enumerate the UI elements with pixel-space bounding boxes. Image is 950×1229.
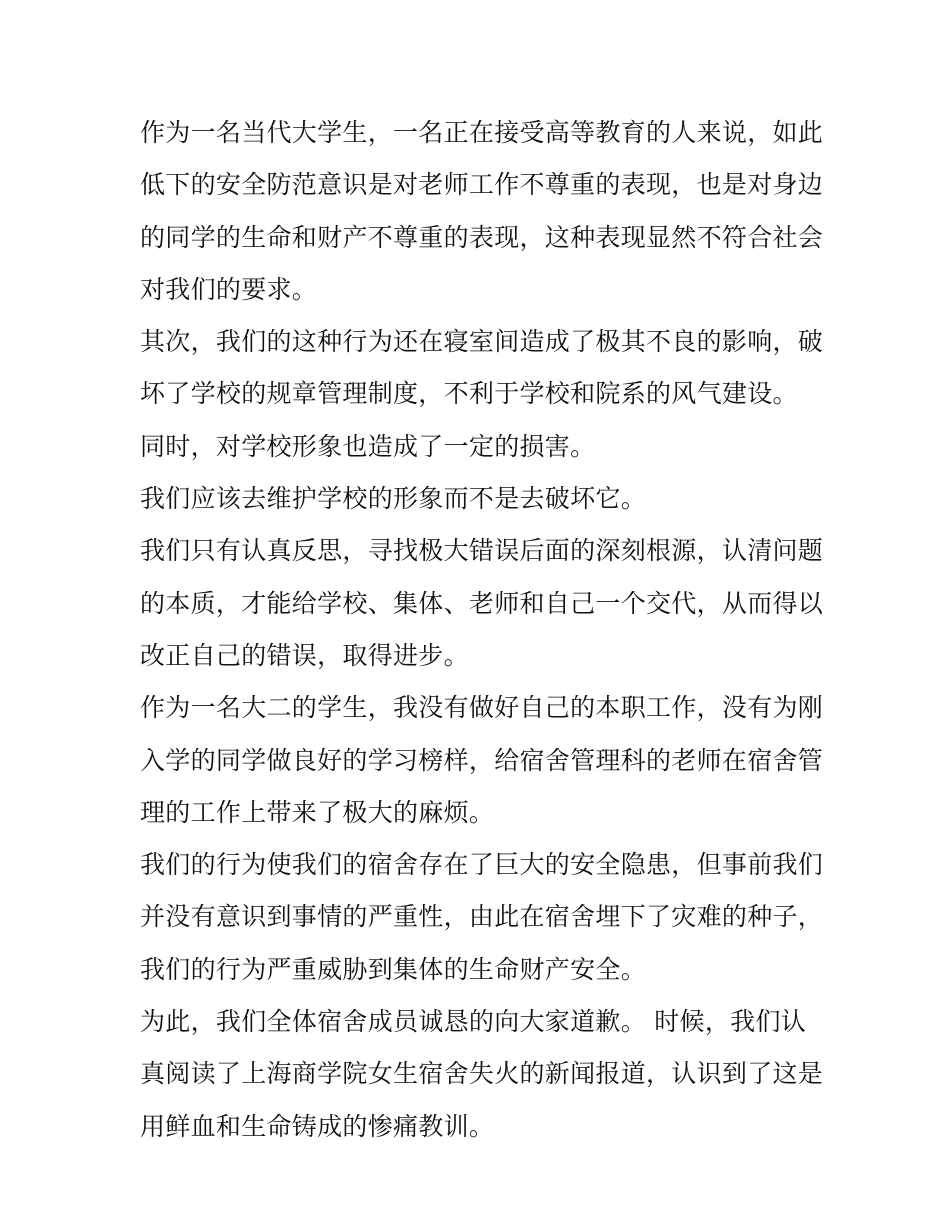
text-line: 改正自己的错误，取得进步。 <box>140 640 469 670</box>
text-line: 我们应该去维护学校的形象而不是去破坏它。 <box>140 484 647 514</box>
paragraph-3 <box>140 421 815 473</box>
text-line: 真阅读了上海商学院女生宿舍失火的新闻报道，认识到了这是 <box>140 1059 824 1089</box>
text-line: 的本质，才能给学校、集体、老师和自己一个交代，从而得以 <box>140 588 824 618</box>
paragraph-6 <box>140 682 824 839</box>
text-line: 我们的行为使我们的宿舍存在了巨大的安全隐患，但事前我们 <box>140 850 824 880</box>
text-line: 理的工作上带来了极大的麻烦。 <box>140 797 495 827</box>
paragraph-2 <box>140 316 824 421</box>
text-line: 作为一名当代大学生，一名正在接受高等教育的人来说，如此 <box>140 118 824 147</box>
text-line: 对我们的要求。 <box>140 274 318 304</box>
text-line: 其次，我们的这种行为还在寝室间造成了极其不良的影响，破 <box>140 327 824 357</box>
text-line: 的同学的生命和财产不尊重的表现，这种表现显然不符合社会 <box>140 222 824 252</box>
text-line: 为此，我们全体宿舍成员诚恳的向大家道歉。 时候，我们认 <box>140 1007 807 1037</box>
text-line: 作为一名大二的学生，我没有做好自己的本职工作，没有为刚 <box>140 693 824 723</box>
paragraph-7 <box>140 839 824 996</box>
paragraph-4 <box>140 473 815 525</box>
text-line: 同时，对学校形象也造成了一定的损害。 <box>140 431 596 461</box>
text-line: 坏了学校的规章管理制度，不利于学校和院系的风气建设。 <box>140 379 798 409</box>
paragraph-5 <box>140 525 824 682</box>
text-line: 入学的同学做良好的学习榜样，给宿舍管理科的老师在宿舍管 <box>140 745 824 775</box>
text-line: 低下的安全防范意识是对老师工作不尊重的表现，也是对身边 <box>140 170 824 200</box>
text-line: 用鲜血和生命铸成的惨痛教训。 <box>140 1111 495 1141</box>
paragraph-8 <box>140 996 824 1153</box>
text-line: 我们的行为严重威胁到集体的生命财产安全。 <box>140 954 647 984</box>
text-line: 并没有意识到事情的严重性，由此在宿舍埋下了灾难的种子， <box>140 902 824 932</box>
text-line: 我们只有认真反思，寻找极大错误后面的深刻根源，认清问题 <box>140 536 824 566</box>
paragraph-1 <box>140 107 824 316</box>
document-body <box>140 107 824 1153</box>
